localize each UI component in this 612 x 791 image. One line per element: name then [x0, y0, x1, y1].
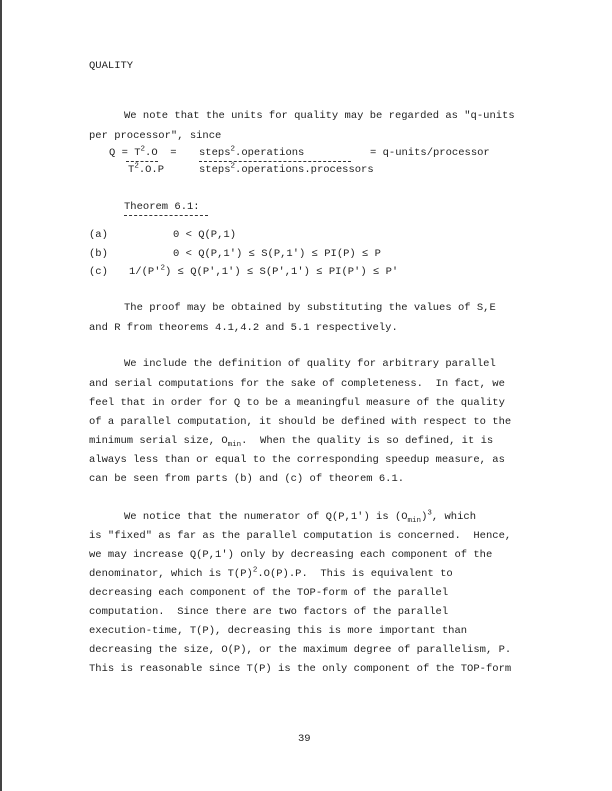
- theorem-row-b: 0 < Q(P,1') ≤ S(P,1') ≤ PI(P) ≤ P: [173, 248, 381, 260]
- formula-left-fraction-bar: [126, 161, 158, 162]
- paragraph-4-line-9: This is reasonable since T(P) is the only component of the TOP-form: [89, 663, 512, 675]
- theorem-row-b-label: (b): [89, 248, 108, 260]
- paragraph-4-line-3: we may increase Q(P,1') only by decreasing each component of the: [89, 549, 493, 561]
- formula-right-fraction-bar: [199, 161, 351, 162]
- page-number: 39: [298, 733, 311, 745]
- theorem-row-c-label: (c): [89, 266, 108, 278]
- formula-right-denominator: steps$^2$.operations.processors: [199, 162, 374, 176]
- theorem-row-a: 0 < Q(P,1): [173, 229, 237, 241]
- paragraph-3-line-1: We include the definition of quality for arbitrary parallel: [124, 358, 496, 370]
- paragraph-3-line-7: can be seen from parts (b) and (c) of theorem 6.1.: [89, 473, 405, 485]
- paragraph-3-line-2: and serial computations for the sake of completeness. In fact, we: [89, 378, 505, 390]
- paragraph-4-line-1: We notice that the numerator of Q(P,1') is $(O_{min})^3$, which: [124, 509, 476, 526]
- theorem-row-c: $1/(P'^2) \le Q(P',1') \le S(P',1') \le PI(P') \le P'$: [129, 264, 399, 278]
- paragraph-2-line-2: and R from theorems 4.1,4.2 and 5.1 respectively.: [89, 322, 398, 334]
- paragraph-3-line-5: minimum serial size, $O_{min}$. When the quality is so defined, it is: [89, 435, 494, 450]
- theorem-title: Theorem 6.1:: [124, 201, 200, 213]
- paragraph-4-line-7: execution-time, T(P), decreasing this is more important than: [89, 625, 468, 637]
- paragraph-4-line-8: decreasing the size, O(P), or the maximum degree of parallelism, P.: [89, 644, 512, 656]
- paragraph-4-line-4: denominator, which is $T(P)^2.O(P).P$. This is equivalent to: [89, 566, 453, 580]
- formula-left-denominator: $T^2.O.P$: [128, 162, 165, 176]
- paragraph-4-line-6: computation. Since there are two factors of the parallel: [89, 606, 449, 618]
- paragraph-3-line-4: of a parallel computation, it should be defined with respect to the: [89, 416, 512, 428]
- paragraph-3-line-3: feel that in order for Q to be a meaningful measure of the quality: [89, 397, 505, 409]
- formula-numerator: steps$^2$.operations: [199, 145, 305, 159]
- paragraph-3-line-6: always less than or equal to the corresponding speedup measure, as: [89, 454, 505, 466]
- formula-lhs: $Q = T^2.O$ =: [109, 145, 177, 159]
- paragraph-4-line-2: is "fixed" as far as the parallel computation is concerned. Hence,: [89, 530, 512, 542]
- theorem-row-a-label: (a): [89, 229, 108, 241]
- paragraph-4-line-5: decreasing each component of the TOP-form of the parallel: [89, 587, 449, 599]
- paragraph-2-line-1: The proof may be obtained by substituting the values of S,E: [124, 302, 496, 314]
- paragraph-1-line-2: per processor", since: [89, 130, 222, 142]
- page-edge: [0, 0, 2, 791]
- theorem-title-underline: [124, 215, 208, 216]
- section-title: QUALITY: [89, 60, 134, 72]
- paragraph-1-line-1: We note that the units for quality may be regarded as "q-units: [124, 110, 515, 122]
- formula-result: = q-units/processor: [370, 147, 490, 159]
